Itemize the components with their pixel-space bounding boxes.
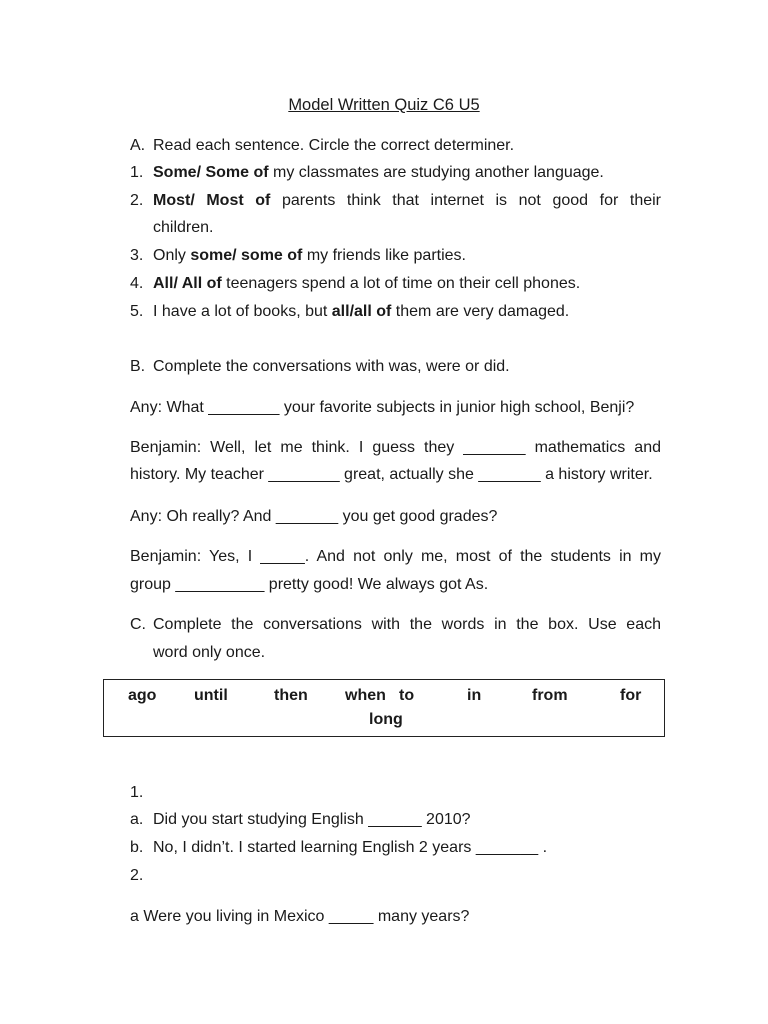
word-box-item: until	[194, 687, 228, 704]
word-box	[103, 679, 665, 737]
section-a-item-2	[130, 191, 661, 211]
word-box-item: in	[467, 687, 482, 704]
section-a-item-2-cont: children.	[153, 219, 214, 236]
section-c-instruction	[130, 615, 661, 635]
dialogue-line: history. My teacher ________ great, actually she _______ a history writer.	[130, 466, 653, 483]
exercise-line	[130, 810, 471, 830]
section-a-instruction	[130, 136, 514, 156]
section-a-instruction-text: Read each sentence. Circle the correct determiner.	[153, 137, 515, 154]
item-number: 1.	[130, 164, 144, 181]
item-text: my classmates are studying another language.	[268, 164, 604, 181]
determiner-choice: All/ All of	[153, 275, 222, 292]
dialogue-line: Benjamin: Yes, I _____. And not only me, most of the students in my	[130, 548, 661, 565]
item-text: teenagers spend a lot of time on their cell phones.	[221, 275, 581, 292]
item-text: them are very damaged.	[391, 303, 570, 320]
section-a-item-4	[130, 274, 580, 294]
determiner-choice: Some/ Some of	[153, 164, 269, 181]
word-box-item: for	[620, 687, 642, 704]
item-text: parents think that internet is not good for their	[270, 192, 662, 209]
dialogue-line: group __________ pretty good! We always got As.	[130, 576, 489, 593]
dialogue-line: Any: Oh really? And _______ you get good grades?	[130, 508, 498, 525]
section-a-marker: A.	[130, 137, 146, 154]
item-number: 3.	[130, 247, 144, 264]
section-c-marker: C.	[130, 616, 146, 633]
item-text-pre: I have a lot of books, but	[153, 303, 332, 320]
determiner-choice: Most/ Most of	[153, 192, 271, 209]
section-c-instruction-cont: word only once.	[153, 644, 266, 661]
dialogue-line: Any: What ________ your favorite subjects in junior high school, Benji?	[130, 399, 635, 416]
section-c-instruction-text: Complete the conversations with the words in the box. Use each	[153, 616, 661, 633]
word-box-item: when	[345, 687, 386, 704]
item-number: 2.	[130, 192, 144, 209]
determiner-choice: some/ some of	[190, 247, 303, 264]
word-box-item: from	[532, 687, 568, 704]
line-text: No, I didn’t. I started learning English 2 years _______ .	[153, 839, 548, 856]
item-text-pre: Only	[153, 247, 191, 264]
section-a-item-5	[130, 302, 569, 322]
section-a-item-1	[130, 163, 604, 183]
exercise-number: 2.	[130, 867, 144, 884]
item-number: 4.	[130, 275, 144, 292]
exercise-line: a Were you living in Mexico _____ many years?	[130, 908, 470, 925]
dialogue-line: Benjamin: Well, let me think. I guess they _______ mathematics and	[130, 439, 661, 456]
section-b-instruction-text: Complete the conversations with was, were or did.	[153, 358, 510, 375]
exercise-line	[130, 838, 547, 858]
determiner-choice: all/all of	[331, 303, 392, 320]
word-box-item: to	[399, 687, 415, 704]
item-line	[153, 191, 661, 211]
section-a-item-3	[130, 246, 466, 266]
exercise-number: 1.	[130, 784, 144, 801]
item-text: my friends like parties.	[302, 247, 466, 264]
page-title: Model Written Quiz C6 U5	[288, 96, 480, 114]
word-box-item: then	[274, 687, 308, 704]
line-marker: a.	[130, 811, 144, 828]
word-box-item: ago	[128, 687, 157, 704]
section-b-marker: B.	[130, 358, 146, 375]
line-marker: b.	[130, 839, 144, 856]
section-b-instruction	[130, 357, 510, 377]
item-number: 5.	[130, 303, 144, 320]
word-box-item: long	[369, 711, 403, 728]
line-text: Did you start studying English ______ 2010?	[153, 811, 471, 828]
